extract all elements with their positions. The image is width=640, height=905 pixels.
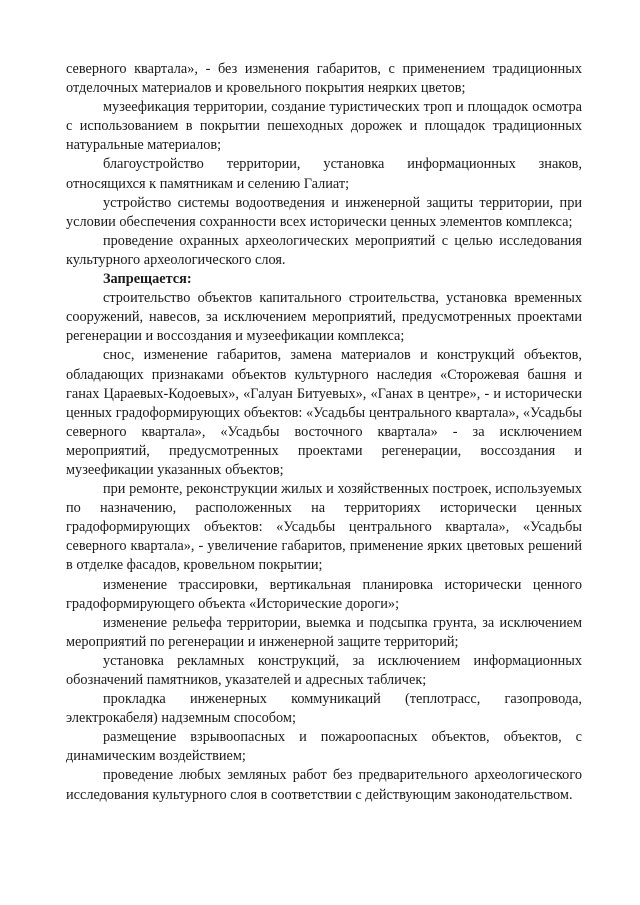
- paragraph-advertising: установка рекламных конструкций, за исключением информационных обозначений памятников, указателей и адресных табличек;: [66, 652, 582, 688]
- paragraph-north-quarter-continuation: северного квартала», - без изменения габаритов, с применением традиционных отделочных материалов и кровельного покрытия неярких цветов;: [66, 61, 582, 97]
- paragraph-utilities: прокладка инженерных коммуникаций (теплотрасс, газопровода, электрокабеля) надземным способом;: [66, 691, 582, 727]
- paragraph-road-tracing: изменение трассировки, вертикальная планировка исторически ценного градоформирующего объекта «Исторические дороги»;: [66, 576, 582, 612]
- paragraph-earthworks: проведение любых земляных работ без предварительного археологического исследования культурного слоя в соответствии с действующим законодательством.: [66, 767, 582, 803]
- paragraph-capital-construction: строительство объектов капитального строительства, установка временных сооружений, навесов, за исключением мероприятий, предусмотренных проектами регенерации и воссоздания и музеефикации комплекса;: [66, 290, 582, 345]
- paragraph-landscaping: благоустройство территории, установка информационных знаков, относящихся к памятникам и селению Галиат;: [66, 156, 582, 192]
- paragraph-drainage: устройство системы водоотведения и инженерной защиты территории, при условии обеспечения сохранности всех исторически ценных элементов комплекса;: [66, 194, 582, 230]
- paragraph-repair-reconstruction: при ремонте, реконструкции жилых и хозяйственных построек, используемых по назначению, расположенных на территориях исторически ценных градоформирующих объектов: «Усадьбы центрального квартала», «Усадьбы северного квартала», - увеличение габаритов, применение ярких цветовых решений в отделке фасадов, кровельном покрытии;: [66, 481, 582, 574]
- paragraph-museumification: музеефикация территории, создание туристических троп и площадок осмотра с использованием в покрытии пешеходных дорожек и площадок традиционных натуральные материалов;: [66, 99, 582, 154]
- paragraph-relief-change: изменение рельефа территории, выемка и подсыпка грунта, за исключением мероприятий по регенерации и инженерной защите территорий;: [66, 614, 582, 650]
- paragraph-archaeology: проведение охранных археологических мероприятий с целью исследования культурного археологического слоя.: [66, 232, 582, 268]
- document-page: [66, 60, 582, 805]
- paragraph-demolition: снос, изменение габаритов, замена материалов и конструкций объектов, обладающих признаками объектов культурного наследия «Сторожевая башня и ганах Цараевых-Кодоевых», «Галуан Битуевых», «Ганах в центре», - и исторически ценных градоформирующих объектов: «Усадьбы центрального квартала», «Усадьбы северного квартала», «Усадьбы восточного квартала» - за исключением мероприятий, предусмотренных проектами регенерации, воссоздания и музеефикации указанных объектов;: [66, 347, 582, 478]
- paragraph-hazardous-objects: размещение взрывоопасных и пожароопасных объектов, объектов, с динамическим воздействием;: [66, 729, 582, 765]
- heading-prohibited: Запрещается:: [103, 271, 192, 288]
